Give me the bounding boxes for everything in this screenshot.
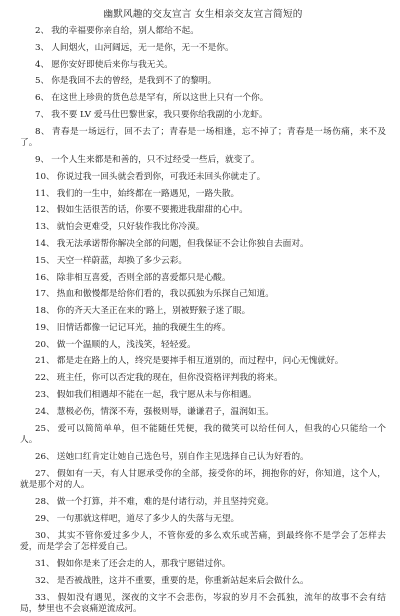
list-item-text: 我无法承诺帮你解决全部的问题，但我保证不会让你独自去面对。 xyxy=(56,238,309,249)
list-item xyxy=(20,373,386,385)
list-item-text: 假如生活很苦的话，你要不要搬进我甜甜的心中。 xyxy=(56,205,248,216)
document-title: 幽默风趣的交友宣言 女生相亲交友宣言简短的 xyxy=(103,9,303,20)
list-item-number: 18、 xyxy=(35,306,55,317)
list-item-text: 就怕会更难受，只好装作我比你冷漠。 xyxy=(56,222,205,233)
list-item-number: 22、 xyxy=(35,373,55,384)
list-item-text: 愿你安好即使后来你与我无关。 xyxy=(51,59,173,70)
list-item-number: 24、 xyxy=(35,406,55,417)
list-item-number: 19、 xyxy=(35,322,55,333)
list-item-number: 32、 xyxy=(35,575,55,586)
list-item-text: 青春是一场远行，回不去了；青春是一场相逢，忘不掉了；青春是一场伤痛，来不及了。 xyxy=(20,126,387,149)
list-item-text: 慧极必伤，情深不寿，强极则辱，谦谦君子，温润如玉。 xyxy=(56,406,274,417)
list-item-text: 在这世上珍贵的货色总是罕有，所以这世上只有一个你。 xyxy=(51,93,269,104)
list-item-text: 你的齐天大圣正在来的'路上，别被野猴子迷了眼。 xyxy=(56,306,251,317)
list-item-number: 28、 xyxy=(35,497,55,508)
list-item-number: 8、 xyxy=(35,126,50,137)
list-item-text: 做一个打算，并不难，难的是付诸行动，并且坚持究竟。 xyxy=(56,497,274,508)
list-item-text: 假如有一天，有人甘愿承受你的全部，接受你的坏，拥抱你的好，你知道，这个人，就是那个对的人。 xyxy=(20,468,386,491)
list-item-number: 25、 xyxy=(35,423,56,434)
list-item-number: 14、 xyxy=(35,238,55,249)
list-item-number: 16、 xyxy=(35,272,55,283)
list-item-number: 6、 xyxy=(35,93,50,104)
list-item xyxy=(20,531,386,554)
list-item-text: 热血和傲慢都是给你们看的，我以孤独为乐探自己知道。 xyxy=(56,289,274,300)
list-item xyxy=(20,593,386,616)
list-item xyxy=(20,222,386,234)
list-item-text: 我们的一生中，始终都在一路遇见，一路失散。 xyxy=(56,188,240,199)
list-item-text: 你说过我一回头就会看到你，可我还未回头你就走了。 xyxy=(56,171,266,182)
list-item xyxy=(20,26,386,38)
list-item-number: 21、 xyxy=(35,356,55,367)
list-item-number: 29、 xyxy=(35,513,55,524)
list-item xyxy=(20,390,386,402)
list-item-number: 11、 xyxy=(35,188,55,199)
list-item-number: 27、 xyxy=(35,468,56,479)
list-item-text: 人间烟火，山河阔远，无一是你，无一不是你。 xyxy=(51,42,234,53)
list-item-text: 一个人生来都是和善的，只不过经受一些后，就变了。 xyxy=(51,155,260,166)
list-item-number: 26、 xyxy=(35,451,55,462)
list-item xyxy=(20,340,386,352)
list-item xyxy=(20,424,386,447)
list-item-text: 我不要 LV 爱马仕巴黎世家，我只要你给我副的小龙虾。 xyxy=(51,109,268,120)
list-item-text: 假如你是来了还会走的人，那我宁愿错过你。 xyxy=(56,559,231,570)
list-item-number: 30、 xyxy=(35,530,56,541)
list-item-number: 15、 xyxy=(35,255,55,266)
list-item-text: 都是走在路上的人，终究是要摔手相互道别的，而过程中，问心无愧就好。 xyxy=(56,356,344,367)
list-item-number: 9、 xyxy=(35,155,50,166)
list-item-number: 12、 xyxy=(35,205,55,216)
list-item-text: 是否被战胜，这并不重要，重要的是，你重新站起来后会做什么。 xyxy=(56,575,309,586)
list-item-text: 一句那就这样吧，道尽了多少人的失落与无望。 xyxy=(56,513,240,524)
list-item-number: 2、 xyxy=(35,26,50,36)
list-item xyxy=(20,127,386,150)
list-item-number: 20、 xyxy=(35,339,55,350)
list-item-text: 你是我回不去的曾经，是我到不了的黎明。 xyxy=(51,76,217,87)
list-item xyxy=(20,514,386,526)
list-item xyxy=(20,172,386,184)
list-item-text: 除非相互喜爱，否则全部的喜爱都只是心酸。 xyxy=(56,272,231,283)
list-item-number: 4、 xyxy=(35,59,50,70)
list-item-text: 送她口红肯定让她自己选色号，别自作主见选择自己认为好看的。 xyxy=(56,451,309,462)
declaration-list xyxy=(20,26,386,616)
list-item-number: 33、 xyxy=(35,592,56,603)
list-item xyxy=(20,356,386,368)
list-item xyxy=(20,289,386,301)
list-item xyxy=(20,576,386,588)
list-item xyxy=(20,273,386,285)
list-item xyxy=(20,189,386,201)
list-item xyxy=(20,43,386,55)
list-item xyxy=(20,60,386,72)
list-item-number: 23、 xyxy=(35,390,55,400)
list-item-number: 3、 xyxy=(35,42,50,53)
list-item-text: 假如我们相遇却不能在一起，我宁愿从未与你相遇。 xyxy=(56,390,257,400)
list-item xyxy=(20,76,386,88)
list-item-text: 爱可以简简单单，但不能随任凭便，我的微笑可以给任何人，但我的心只能给一个人。 xyxy=(20,423,386,446)
list-item-number: 31、 xyxy=(35,559,55,570)
list-item xyxy=(20,110,386,122)
list-item xyxy=(20,306,386,318)
list-item-text: 做一个温顺的人，浅浅笑，轻轻爱。 xyxy=(56,339,196,350)
list-item xyxy=(20,452,386,464)
list-item xyxy=(20,497,386,509)
list-item xyxy=(20,407,386,419)
list-item-number: 17、 xyxy=(35,289,55,300)
list-item-number: 13、 xyxy=(35,222,55,233)
list-item xyxy=(20,256,386,268)
list-item xyxy=(20,155,386,167)
list-item xyxy=(20,323,386,335)
list-item xyxy=(20,205,386,217)
list-item xyxy=(20,239,386,251)
list-item-number: 10、 xyxy=(35,171,55,182)
list-item xyxy=(20,559,386,571)
list-item-text: 其实不管你爱过多少人，不管你爱的多么欢乐或苦痛，到最终你不是学会了怎样去爱，而是学会了怎样爱自己。 xyxy=(20,530,386,553)
list-item-text: 天空一样蔚蓝，却换了多少云彩。 xyxy=(56,255,188,266)
list-item-number: 7、 xyxy=(35,109,50,120)
list-item-number: 5、 xyxy=(35,76,50,87)
list-item-text: 我的幸福要你亲自给，别人都给不起。 xyxy=(51,26,199,36)
list-item xyxy=(20,93,386,105)
list-item-text: 班主任，你可以否定我的现在，但你没资格评判我的将来。 xyxy=(56,373,283,384)
list-item xyxy=(20,469,386,492)
list-item-text: 假如没有遇见，深夜的文字不会悲伤，岑寂的岁月不会孤独，流年的故事不会有结局，梦里也不会哀痛逆流成河。 xyxy=(20,592,386,615)
list-item-text: 旧情话都像一记记耳光，抽的我硬生生的疼。 xyxy=(56,322,231,333)
